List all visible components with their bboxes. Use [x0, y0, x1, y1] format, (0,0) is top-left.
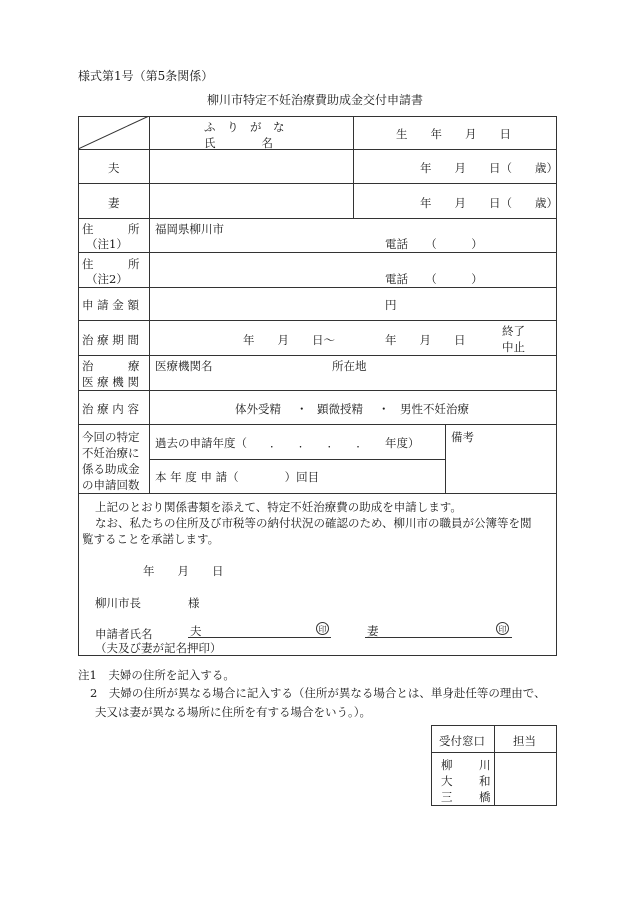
husband-label: 夫: [108, 161, 120, 175]
form-id: 様式第1号（第5条関係）: [78, 69, 214, 83]
branch-yanagawa-c1: 柳: [441, 758, 453, 772]
husband-sign-line[interactable]: [188, 637, 331, 638]
husband-birth-fields[interactable]: 年 月 日（ 歳）: [420, 161, 558, 175]
address2-phone[interactable]: 電話 （ ）: [385, 272, 483, 286]
wife-sign-label: 妻: [367, 624, 379, 638]
wife-sign-line[interactable]: [365, 637, 512, 638]
statement-line2: なお、私たちの住所及び市税等の納付状況の確認のため、柳川市の職員が公簿等を閲: [95, 516, 532, 530]
branch-yamato-c1: 大: [441, 774, 453, 788]
statement-date[interactable]: 年 月 日: [143, 564, 224, 578]
address2-note: （注2）: [86, 272, 128, 286]
col-name-divider: [353, 116, 354, 218]
address1-note: （注1）: [86, 237, 128, 251]
reception-window-label: 受付窓口: [439, 734, 485, 748]
col-remarks-divider: [445, 424, 446, 493]
branch-mitsuhashi-c1: 三: [441, 790, 453, 804]
wife-birth-fields[interactable]: 年 月 日（ 歳）: [420, 196, 558, 210]
rule-count-mid: [149, 459, 445, 460]
note-2-line2: 夫又は妻が異なる場所に住所を有する場合をいう。）。: [95, 705, 371, 719]
form-title: 柳川市特定不妊治療費助成金交付申請書: [206, 93, 423, 107]
note-1: 注1 夫婦の住所を記入する。: [78, 668, 235, 682]
corner-diagonal: [78, 116, 150, 150]
content-option-icsi[interactable]: 顕微授精: [317, 402, 363, 416]
applicant-label: 申請者氏名: [95, 627, 153, 641]
content-separator: ・: [296, 402, 308, 416]
content-label: 治 療 内 容: [82, 402, 139, 416]
note-2-line1: 2 夫婦の住所が異なる場合に記入する（住所が異なる場合とは、単身赴任等の理由で、: [90, 686, 546, 700]
period-to[interactable]: 年 月 日: [385, 333, 466, 347]
husband-seal-icon: 印: [316, 622, 329, 635]
branch-mitsuhashi-c2: 橋: [479, 790, 491, 804]
address1-phone[interactable]: 電話 （ ）: [385, 237, 483, 251]
header-birthdate: 生 年 月 日: [396, 127, 511, 141]
address1-label: 住 所: [82, 222, 140, 236]
institution-name-label: 医療機関名: [155, 359, 213, 373]
institution-location-label: 所在地: [332, 359, 367, 373]
amount-label: 申 請 金 額: [82, 298, 139, 312]
statement-line1: 上記のとおり関係書類を添えて、特定不妊治療費の助成を申請します。: [95, 500, 462, 514]
count-label-line1: 今回の特定: [82, 430, 140, 444]
reception-staff-label: 担当: [513, 734, 536, 748]
address1-value[interactable]: 福岡県柳川市: [155, 222, 224, 236]
wife-seal-icon: 印: [496, 622, 509, 635]
mayor-honorific: 様: [188, 596, 200, 610]
address2-label: 住 所: [82, 257, 140, 271]
count-past-years[interactable]: 過去の申請年度（ ． ． ． ． 年度）: [155, 436, 420, 450]
amount-unit: 円: [385, 298, 397, 312]
count-label-line2: 不妊治療に: [82, 446, 140, 460]
content-option-ivf[interactable]: 体外受精: [235, 402, 281, 416]
wife-label: 妻: [108, 196, 120, 210]
husband-sign-label: 夫: [190, 624, 202, 638]
header-furigana: ふ り が な: [204, 120, 285, 134]
institution-label-line2: 医 療 機 関: [82, 375, 139, 389]
count-this-year[interactable]: 本 年 度 申 請（ ）回目: [155, 470, 320, 484]
branch-yanagawa-c2: 川: [479, 758, 491, 772]
content-separator: ・: [378, 402, 390, 416]
address2-value-field[interactable]: [150, 253, 380, 286]
sign-note: （夫及び妻が記名押印）: [95, 641, 222, 655]
mayor-label: 柳川市長: [95, 596, 141, 610]
branch-yamato-c2: 和: [479, 774, 491, 788]
rule-count: [78, 493, 557, 494]
statement-line3: 覧することを承諾します。: [82, 532, 220, 546]
husband-name-field[interactable]: [150, 150, 352, 183]
period-from[interactable]: 年 月 日〜: [243, 333, 335, 347]
header-name: 氏 名: [204, 136, 273, 150]
reception-col-divider: [494, 725, 495, 806]
period-end-option[interactable]: 終了: [502, 324, 525, 338]
amount-field[interactable]: [150, 288, 382, 319]
count-label-line4: の申請回数: [82, 478, 140, 492]
count-label-line3: 係る助成金: [82, 462, 140, 476]
staff-stamp-area[interactable]: [496, 754, 555, 804]
remarks-label: 備考: [451, 430, 474, 444]
period-stop-option[interactable]: 中止: [502, 340, 525, 354]
institution-label-line1: 治 療: [82, 359, 140, 373]
period-label: 治 療 期 間: [82, 333, 139, 347]
content-option-male[interactable]: 男性不妊治療: [400, 402, 469, 416]
wife-name-field[interactable]: [150, 184, 352, 217]
